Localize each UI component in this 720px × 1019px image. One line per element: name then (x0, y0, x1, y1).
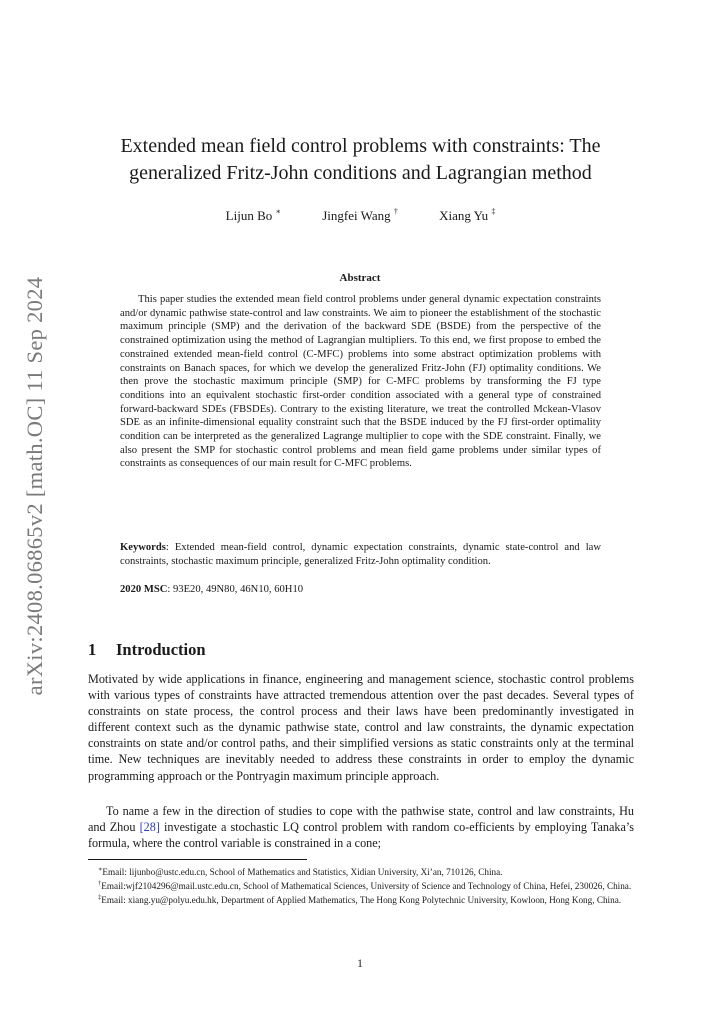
abstract-text: This paper studies the extended mean field control problems under general dynamic expectation constraints and/or dynamic pathwise state-control and law constraints. We aim to pioneer the establishment of the stochastic maximum principle (SMP) and the derivation of the backward SDE (BSDE) from the perspective of the constrained optimization using the method of Lagrangian multipliers. To this end, we first propose to embed the constrained extended mean-field control (C-MFC) problems into some abstract optimization problems with constraints on Banach spaces, for which we develop the generalized Fritz-John (FJ) optimality conditions. We then prove the stochastic maximum principle (SMP) for C-MFC problems by transforming the FJ type conditions into an equivalent stochastic first-order condition associated with a general type of constrained forward-backward SDEs (FBSDEs). Contrary to the existing literature, we treat the controlled Mckean-Vlasov SDE as an infinite-dimensional equality constraint such that the BSDE induced by the FJ first-order optimality condition can be interpreted as the generalized Lagrange multiplier to cope with the SDE constraint. Finally, we also present the SMP for stochastic control problems and mean field game problems under similar types of constraints as consequences of our main result for C-MFC problems. (120, 294, 601, 470)
footnote (88, 864, 634, 878)
section-heading (88, 639, 206, 661)
abstract-heading: Abstract (339, 272, 381, 284)
msc-label: 2020 MSC (120, 584, 168, 595)
footnote (88, 878, 634, 892)
author-footnote-mark: ‡ (491, 207, 496, 216)
footnote-text: Email:wjf2104296@mail.ustc.edu.cn, School of Mathematical Sciences, University of Science and Technology of China, Hefei, 230026, China. (101, 881, 632, 892)
keywords-text: : Extended mean-field control, dynamic expectation constraints, dynamic state-control and law constraints, stochastic maximum principle, generalized Fritz-John optimality condition. (120, 542, 601, 567)
msc-codes (120, 583, 601, 597)
author-name: Lijun Bo (225, 208, 273, 223)
footnotes (88, 864, 634, 907)
msc-text: : 93E20, 49N80, 46N10, 60H10 (167, 584, 304, 595)
intro-p2-text: To name a few in the direction of studies to cope with the pathwise state, control and law constraints, Hu and Zhou (88, 804, 634, 835)
section-number: 1 (88, 640, 97, 659)
section-title: Introduction (116, 640, 206, 659)
intro-p2-text-cont: investigate a stochastic LQ control problem with random co-efficients by employing Tanaka’s formula, where the control variable is constrained in a cone; (88, 820, 634, 851)
arxiv-identifier-text: arXiv:2408.06865v2 [math.OC] 11 Sep 2024 (22, 276, 47, 696)
footnote-text: Email: lijunbo@ustc.edu.cn, School of Mathematics and Statistics, Xidian University, Xi’an, 710126, China. (102, 867, 503, 877)
footnote-text: Email: xiang.yu@polyu.edu.hk, Department of Applied Mathematics, The Hong Kong Polytechnic University, Kowloon, Hong Kong, China. (101, 895, 622, 906)
page-number: 1 (357, 958, 363, 970)
title-line-1: Extended mean field control problems with constraints: The (120, 135, 601, 157)
footnote-mark: † (98, 880, 102, 888)
title-line-2: generalized Fritz-John conditions and Lagrangian method (129, 162, 592, 184)
author (439, 202, 495, 226)
intro-paragraph-2 (88, 803, 634, 851)
keywords-label: Keywords (120, 542, 166, 553)
author-footnote-mark: † (393, 207, 398, 216)
arxiv-identifier (18, 272, 52, 700)
intro-paragraph-1: Motivated by wide applications in finance, engineering and management science, stochastic control problems with various types of constraints have attracted tremendous attention over the past decades. Several types of constraints on state process, the control process and their laws have been predominantly investigated in different context such as the dynamic pathwise state, control and law constraints, the dynamic expectation constraints on state and/or control paths, and their simplified versions as static constraints only at the terminal time. New techniques are inevitably needed to address these constraints in order to employ the dynamic programming approach or the Pontryagin maximum principle approach. (88, 672, 634, 783)
footnote-rule (88, 859, 307, 860)
author-list (88, 202, 633, 226)
footnote-mark: ∗ (98, 866, 103, 873)
author-footnote-mark: ∗ (275, 207, 281, 216)
paper-title (88, 133, 633, 187)
keywords (120, 541, 601, 568)
footnote-mark: ‡ (98, 894, 102, 902)
author-name: Jingfei Wang (322, 208, 391, 223)
citation-link[interactable]: [28] (139, 820, 160, 835)
author (322, 202, 398, 226)
author-name: Xiang Yu (439, 208, 489, 223)
author (226, 202, 281, 226)
footnote (88, 892, 634, 906)
